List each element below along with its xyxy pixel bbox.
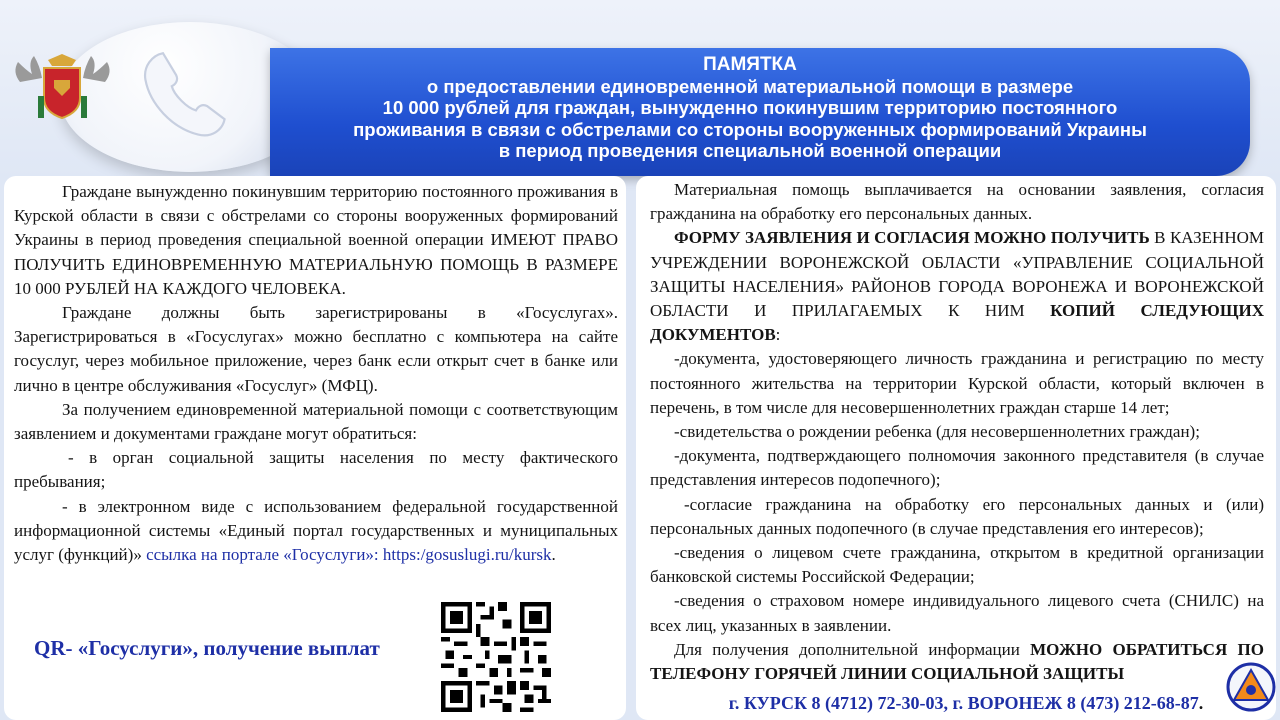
document-item: -свидетельства о рождении ребенка (для несовершеннолетних граждан); <box>674 422 1200 442</box>
period: . <box>551 545 556 565</box>
hotline-numbers[interactable] <box>696 693 1236 714</box>
phone-icon <box>130 40 240 150</box>
subtitle-line: проживания в связи с обстрелами со стороны вооруженных формирований Украины <box>353 118 1147 140</box>
title-block <box>300 54 1200 161</box>
colon: : <box>775 325 781 345</box>
right-panel <box>636 176 1276 720</box>
payment-basis-paragraph: Материальная помощь выплачивается на основании заявления, согласия гражданина на обработку его персональных данных. <box>650 180 1264 224</box>
documents-heading: КОПИЙ СЛЕДУЮЩИХ ДОКУМЕНТОВ <box>650 301 1264 345</box>
document-item: -документа, подтверждающего полномочия законного представителя (в случае представления интересов подопечного); <box>650 446 1264 490</box>
document-item: -сведения о лицевом счете гражданина, открытом в кредитной организации банковской системы Российской Федерации; <box>650 543 1264 587</box>
subtitle-line: о предоставлении единовременной материальной помощи в размере <box>426 76 1074 97</box>
hotline-text[interactable]: г. КУРСК 8 (4712) 72-30-03, г. ВОРОНЕЖ 8 (473) 212-68-87 <box>728 693 1199 713</box>
subtitle-line: в период проведения специальной военной операции <box>498 139 1002 161</box>
qr-code-icon[interactable] <box>441 602 551 712</box>
rights-text: Граждане вынужденно покинувшим территорию постоянного проживания в Курской области в связи с обстрелами со стороны вооруженных формирований Украины в период проведения специальной военной операции <box>14 182 618 250</box>
gosuslugi-link[interactable]: https:/gosuslugi.ru/kursk <box>382 545 552 565</box>
left-panel <box>4 176 626 720</box>
forms-text: В КАЗЕННОМ УЧРЕЖДЕНИИ ВОРОНЕЖСКОЙ ОБЛАСТИ «УПРАВЛЕНИЕ СОЦИАЛЬНОЙ ЗАЩИТЫ НАСЕЛЕНИЯ» РАЙОНОВ ГОРОДА ВОРОНЕЖА И ВОРОНЕЖСКОЙ ОБЛАСТИ И ПРИЛАГАЕМЫХ К НИМ <box>650 228 1264 321</box>
registration-paragraph: Граждане должны быть зарегистрированы в «Госуслугах». Зарегистрироваться в «Госуслугах» можно бесплатно с компьютера на сайте госуслуг, через мобильное приложение, через банк если открыт счет в банке или лично в центре обслуживания «Госуслуг» (МФЦ). <box>14 303 618 395</box>
online-option-text: - в электронном виде с использованием федеральной государственной информационной системы «Единый портал государственных и муниципальных услуг (функций)» <box>14 496 618 565</box>
subtitle-line: 10 000 рублей для граждан, вынужденно покинувшим территорию постоянного <box>382 97 1118 119</box>
gosuslugi-link-label[interactable]: ссылка на портале «Госуслуги»: <box>146 545 379 565</box>
forms-paragraph <box>650 226 1264 347</box>
document-item: -согласие гражданина на обработку его персональных данных и (или) персональных данных подопечного (в случае представления его интересов); <box>650 494 1264 538</box>
document-item: -сведения о страховом номере индивидуального лицевого счета (СНИЛС) на всех лиц, указанных в заявлении. <box>650 591 1264 635</box>
online-option <box>14 495 618 568</box>
contact-bold: МОЖНО ОБРАТИТЬСЯ ПО ТЕЛЕФОНУ ГОРЯЧЕЙ ЛИНИИ СОЦИАЛЬНОЙ ЗАЩИТЫ <box>650 639 1264 684</box>
rights-paragraph <box>14 180 618 301</box>
office-option: - в орган социальной защиты населения по месту фактического пребывания; <box>14 448 618 492</box>
coat-of-arms-icon <box>10 52 115 122</box>
emergency-emblem-icon <box>1226 662 1276 712</box>
period: . <box>1198 693 1204 713</box>
rights-caps: ИМЕЮТ ПРАВО ПОЛУЧИТЬ ЕДИНОВРЕМЕННУЮ МАТЕРИАЛЬНУЮ ПОМОЩЬ В РАЗМЕРЕ 10 000 РУБЛЕЙ НА КАЖДОГО ЧЕЛОВЕКА. <box>14 230 618 298</box>
header <box>0 0 1280 178</box>
contact-text: Для получения дополнительной информации <box>674 639 1031 659</box>
contact-paragraph <box>650 638 1264 686</box>
forms-heading: ФОРМУ ЗАЯВЛЕНИЯ И СОГЛАСИЯ МОЖНО ПОЛУЧИТЬ <box>674 228 1150 248</box>
document-item: -документа, удостоверяющего личность гражданина и регистрацию по месту постоянного жительства на территории Курской области, который включен в перечень, в том числе для несовершеннолетних граждан старше 14 лет; <box>650 349 1264 417</box>
qr-caption: QR- «Госуслуги», получение выплат <box>34 636 380 660</box>
page-title: ПАМЯТКА <box>703 54 797 75</box>
apply-paragraph: За получением единовременной материальной помощи с соответствующим заявлением и документами граждане могут обратиться: <box>14 399 618 444</box>
